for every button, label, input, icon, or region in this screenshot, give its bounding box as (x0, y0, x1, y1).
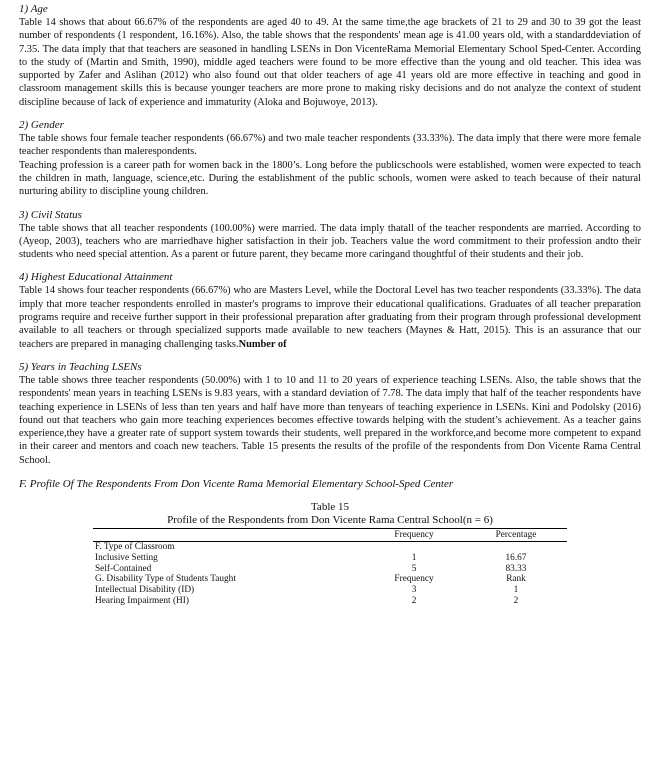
table-cell: G. Disability Type of Students Taught (95, 574, 236, 585)
table-header-cell: Frequency (363, 529, 465, 542)
table-cell: 16.67 (505, 552, 527, 563)
section-paragraph: The table shows that all teacher respondents (100.00%) were married. The data imply thatall of the teacher respondents are married. According to (Ayeop, 2003), teachers who are marriedhave higher satisfaction in their job. Teachers value the word commitment to their profession andto their students who need special attention. As a parent or future parent, they became more caringand thoughtful of their students and their job. (19, 222, 641, 261)
table-row (93, 553, 567, 564)
table-number: Table 15 (310, 501, 350, 514)
table-cell: 2 (411, 596, 417, 606)
section-paragraph: The table shows four female teacher respondents (66.67%) and two male teacher respondents (33.33%). The data imply that there were more female teacher respondents than malerespondents. (19, 133, 641, 158)
table-cell: 83.33 (505, 563, 527, 574)
table-cell (363, 542, 465, 553)
section-gender (19, 119, 641, 198)
bold-run-in-text: Number of (238, 338, 287, 350)
section-civil-status (19, 209, 641, 262)
section-heading: 2) Gender (19, 119, 64, 132)
section-heading: 3) Civil Status (19, 208, 82, 221)
table-row (93, 585, 567, 596)
section-paragraph: Table 14 shows that about 66.67% of the respondents are aged 40 to 49. At the same time,the age brackets of 21 to 29 and 30 to 39 got the least number of respondents (1 respondent, 16.16%). Also, the table shows that the respondents' mean age is 41.00 years old, with a standarddeviation of 7.35. The data imply that that teachers are seasoned in handling LSENs in Don VicenteRama Memorial Elementary School Sped-Center. According to the study of (Martin and Smith, 1990), middle aged teachers were found to be more effective than the young and old teacher. This idea was supported by Zafer and Aslihan (2012) who also found out that older teachers of age 41 years old are more effective in teaching and good in classroom management skills this is because younger teachers are more prone to making risky decisions and do not analyze the context of student discipline because of lack of experience and immaturity (Aloka and Bojuwoye, 2013). (19, 17, 641, 108)
table-row (93, 542, 567, 553)
paragraph-text: Table 14 shows four teacher respondents (66.67%) who are Masters Level, while the Doctoral Level has two teacher respondents (33.33%). The data imply that more teacher respondents enrolled in master's programs to improve their educational qualifications. Graduates of all teacher preparation programs require and receive further support in their professional preparation after graduating from their program through professional development available to all teachers or through specialized supports made available to new teachers (Maynes & Hatt, 2015). This is an assurance that our teachers are prepared in managing challenging tasks. (19, 285, 641, 350)
table-cell: Frequency (394, 574, 434, 585)
table-caption: Profile of the Respondents from Don Vicente Rama Central School(n = 6) (167, 514, 493, 527)
table-row (93, 564, 567, 575)
section-paragraph: The table shows three teacher respondents (50.00%) with 1 to 10 and 11 to 20 years of experience teaching LSENs. Also, the table shows that the respondents' mean years in teaching LSENs is 9.83 years, with a standard deviation of 7.78. The data imply that half of the teacher respondents have teaching experience in LSENs of less than ten years and half have more than tenyears of teaching experience in LSENs. Kini and Podolsky (2016) found out that teachers who gain more teaching experiences becomes effective towards helping with the student’s achievement. As a teacher gains experience,they have a greater rate of support system towards their students, well prepared in the workforce,and become more competent to expand in their career and mentors and coach new teachers. Table 15 presents the results of the profile of the respondents from Don Vicente Rama Central School. (19, 374, 641, 466)
table-row (93, 574, 567, 585)
table-cell: Intellectual Disability (ID) (95, 585, 195, 596)
table-cell: Self-Contained (95, 563, 152, 574)
section-years-teaching (19, 361, 641, 467)
table-cell: 1 (411, 552, 417, 563)
table-cell: 3 (411, 585, 417, 596)
section-heading: 1) Age (19, 3, 48, 15)
subsection-heading: F. Profile Of The Respondents From Don Vicente Rama Memorial Elementary School-Sped Center (19, 478, 454, 491)
section-heading: 5) Years in Teaching LSENs (19, 360, 142, 373)
table-cell: Rank (506, 574, 526, 585)
section-paragraph: Teaching profession is a career path for women back in the 1800’s. Long before the publicschools were established, women were expected to teach the children in math, language, science,etc. During the establishment of the public schools, women were asked to teach because of their natural nurturing ability to discipline young children. (19, 159, 641, 198)
table-row (93, 596, 567, 607)
table-cell: Inclusive Setting (95, 552, 158, 563)
table-cell (465, 542, 567, 553)
table-cell: 2 (513, 596, 519, 606)
section-heading: 4) Highest Educational Attainment (19, 271, 173, 284)
table-cell: 5 (411, 563, 417, 574)
table-cell: Hearing Impairment (HI) (95, 596, 189, 606)
table-cell: 1 (513, 585, 519, 596)
section-age (19, 3, 641, 109)
table-header-cell (93, 529, 363, 542)
table-cell: F. Type of Classroom (95, 542, 175, 553)
section-educational-attainment (19, 271, 641, 350)
table-header-row (93, 529, 567, 542)
profile-table (93, 528, 567, 607)
section-paragraph (19, 284, 641, 350)
table-header-cell: Percentage (465, 529, 567, 542)
